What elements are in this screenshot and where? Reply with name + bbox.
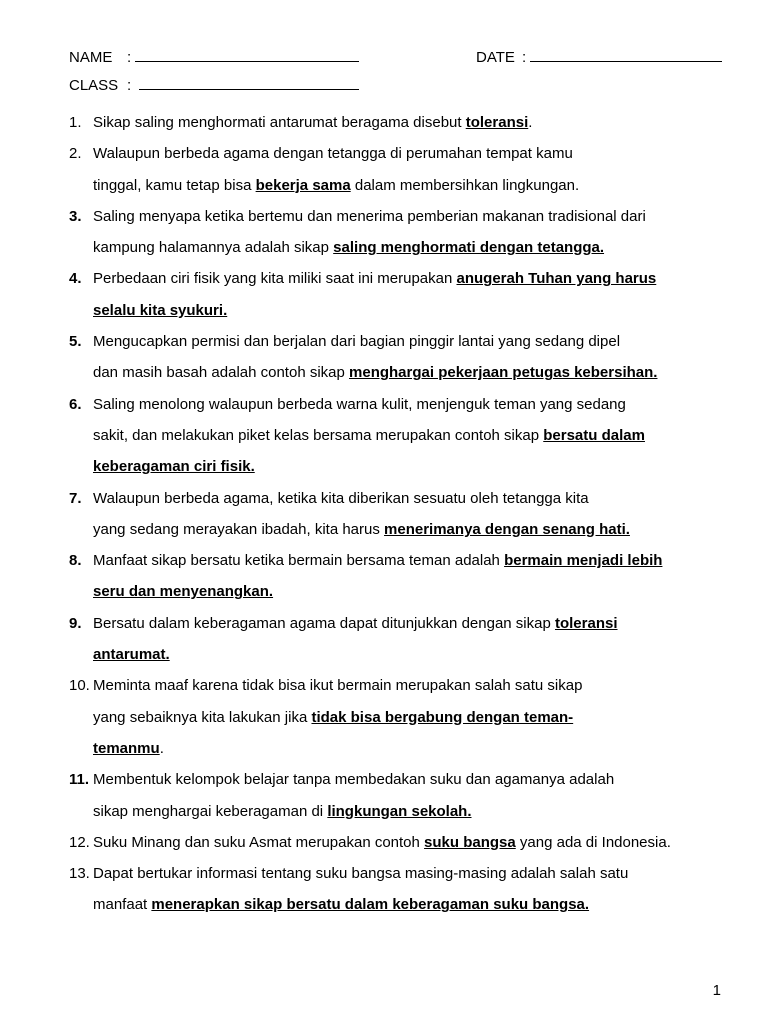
question-number: 5.: [69, 333, 82, 351]
question-line: [93, 576, 729, 607]
class-row: [69, 72, 724, 100]
question-text-segment: sikap menghargai keberagaman di: [93, 802, 328, 820]
question-line: [93, 733, 729, 764]
question-item: [69, 670, 729, 764]
question-line: [93, 420, 729, 451]
date-label: DATE: [476, 49, 515, 66]
question-item: [69, 483, 729, 546]
question-text-segment: manfaat: [93, 896, 152, 914]
question-line: [93, 889, 729, 920]
question-text: [93, 670, 729, 764]
question-text-segment: Walaupun berbeda agama, ketika kita diberikan sesuatu oleh tetangga kita: [93, 489, 589, 507]
question-number: 3.: [69, 207, 82, 225]
question-number: 11.: [69, 771, 90, 789]
question-line: [93, 295, 729, 326]
answer-text: keberagaman ciri fisik.: [93, 458, 255, 476]
page-number: 1: [712, 982, 721, 999]
question-text-segment: dalam membersihkan lingkungan.: [350, 176, 580, 194]
question-text-segment: Suku Minang dan suku Asmat merupakan contoh: [93, 833, 425, 851]
question-text-segment: Saling menolong walaupun berbeda warna kulit, menjenguk teman yang sedang: [93, 395, 626, 413]
question-item: [69, 107, 729, 138]
question-text-segment: Walaupun berbeda agama dengan tetangga di perumahan tempat kamu: [93, 145, 573, 163]
answer-text: menerimanya dengan senang hati.: [384, 520, 630, 538]
question-number: 1.: [69, 114, 82, 131]
question-text-segment: yang ada di Indonesia.: [515, 833, 671, 851]
question-text-segment: tinggal, kamu tetap bisa: [93, 176, 256, 194]
answer-text: temanmu: [93, 739, 160, 757]
question-line: [93, 357, 729, 388]
answer-text: toleransi: [465, 114, 529, 131]
question-line: [93, 326, 729, 357]
question-text: [93, 608, 729, 671]
question-text-segment: yang sebaiknya kita lakukan jika: [93, 708, 312, 726]
question-text-segment: .: [159, 739, 164, 757]
question-line: [93, 545, 729, 576]
question-item: [69, 827, 729, 858]
question-text-segment: sakit, dan melakukan piket kelas bersama merupakan contoh sikap: [93, 426, 544, 444]
question-item: [69, 138, 729, 201]
question-text-segment: Membentuk kelompok belajar tanpa membedakan suku dan agamanya adalah: [93, 771, 615, 789]
question-item: [69, 263, 729, 326]
question-number: 6.: [69, 395, 82, 413]
question-text: [93, 263, 729, 326]
question-text-segment: kampung halamannya adalah sikap: [93, 239, 334, 257]
question-number: 12.: [69, 833, 90, 851]
question-item: [69, 326, 729, 389]
question-text-segment: Perbedaan ciri fisik yang kita miliki saat ini merupakan: [93, 270, 457, 288]
date-blank-line[interactable]: [530, 45, 722, 62]
question-line: [93, 201, 729, 232]
question-item: [69, 201, 729, 264]
worksheet-header: [69, 44, 724, 100]
answer-text: bersatu dalam: [543, 426, 645, 444]
question-number: 7.: [69, 489, 82, 507]
question-text-segment: Sikap saling menghormati antarumat beragama disebut: [93, 114, 466, 131]
answer-text: toleransi: [554, 614, 618, 632]
question-line: [93, 639, 729, 670]
question-text: [93, 201, 729, 264]
answer-text: bermain menjadi lebih: [504, 552, 663, 570]
answer-text: seru dan menyenangkan.: [93, 583, 274, 601]
answer-text: lingkungan sekolah.: [327, 802, 472, 820]
name-blank-line[interactable]: [135, 45, 359, 62]
question-line: [93, 483, 729, 514]
answer-text: menghargai pekerjaan petugas kebersihan.: [349, 364, 658, 382]
answer-text: bekerja sama: [255, 176, 351, 194]
question-line: [93, 170, 729, 201]
question-item: [69, 545, 729, 608]
question-line: [93, 451, 729, 482]
question-text-segment: Bersatu dalam keberagaman agama dapat ditunjukkan dengan sikap: [93, 614, 555, 632]
question-number: 9.: [69, 614, 82, 632]
date-field: [476, 44, 722, 72]
question-text: [93, 326, 729, 389]
question-text-segment: dan masih basah adalah contoh sikap: [93, 364, 350, 382]
question-text-segment: Meminta maaf karena tidak bisa ikut bermain merupakan salah satu sikap: [93, 677, 583, 695]
question-line: [93, 702, 729, 733]
question-text: [93, 858, 729, 921]
question-text-segment: Manfaat sikap bersatu ketika bermain bersama teman adalah: [93, 552, 505, 570]
answer-text: antarumat.: [93, 646, 170, 664]
question-item: [69, 858, 729, 921]
question-line: [93, 389, 729, 420]
answer-text: saling menghormati dengan tetangga.: [333, 239, 605, 257]
question-text: [93, 764, 729, 827]
name-colon: :: [127, 49, 132, 66]
question-text-segment: Mengucapkan permisi dan berjalan dari bagian pinggir lantai yang sedang dipel: [93, 333, 621, 351]
question-list: [69, 107, 729, 921]
class-blank-line[interactable]: [139, 73, 359, 90]
question-line: [93, 827, 729, 858]
question-text: [93, 827, 729, 858]
answer-text: tidak bisa bergabung dengan teman-: [311, 708, 574, 726]
question-line: [93, 232, 729, 263]
question-item: [69, 764, 729, 827]
question-line: [93, 858, 729, 889]
question-text-segment: .: [528, 114, 533, 131]
question-item: [69, 389, 729, 483]
question-line: [93, 608, 729, 639]
answer-text: suku bangsa: [424, 833, 516, 851]
question-text: [93, 107, 729, 138]
question-number: 13.: [69, 865, 90, 883]
answer-text: menerapkan sikap bersatu dalam keberagaman suku bangsa.: [151, 896, 590, 914]
question-number: 8.: [69, 552, 82, 570]
question-text-segment: Dapat bertukar informasi tentang suku bangsa masing-masing adalah salah satu: [93, 865, 629, 883]
question-line: [93, 263, 729, 294]
question-text: [93, 545, 729, 608]
answer-text: anugerah Tuhan yang harus: [456, 270, 657, 288]
question-line: [93, 107, 729, 138]
question-line: [93, 138, 729, 169]
question-text-segment: yang sedang merayakan ibadah, kita harus: [93, 520, 385, 538]
question-text-segment: Saling menyapa ketika bertemu dan menerima pemberian makanan tradisional dari: [93, 207, 646, 225]
question-line: [93, 670, 729, 701]
question-line: [93, 796, 729, 827]
name-label: NAME: [69, 49, 113, 66]
question-item: [69, 608, 729, 671]
question-number: 4.: [69, 270, 82, 288]
question-text: [93, 483, 729, 546]
question-line: [93, 514, 729, 545]
answer-text: selalu kita syukuri.: [93, 301, 228, 319]
question-text: [93, 389, 729, 483]
class-label: CLASS: [69, 77, 119, 94]
question-number: 10.: [69, 677, 90, 695]
question-line: [93, 764, 729, 795]
class-colon: :: [127, 77, 132, 94]
date-colon: :: [522, 49, 527, 66]
name-row: [69, 44, 724, 72]
question-text: [93, 138, 729, 201]
question-number: 2.: [69, 145, 82, 163]
